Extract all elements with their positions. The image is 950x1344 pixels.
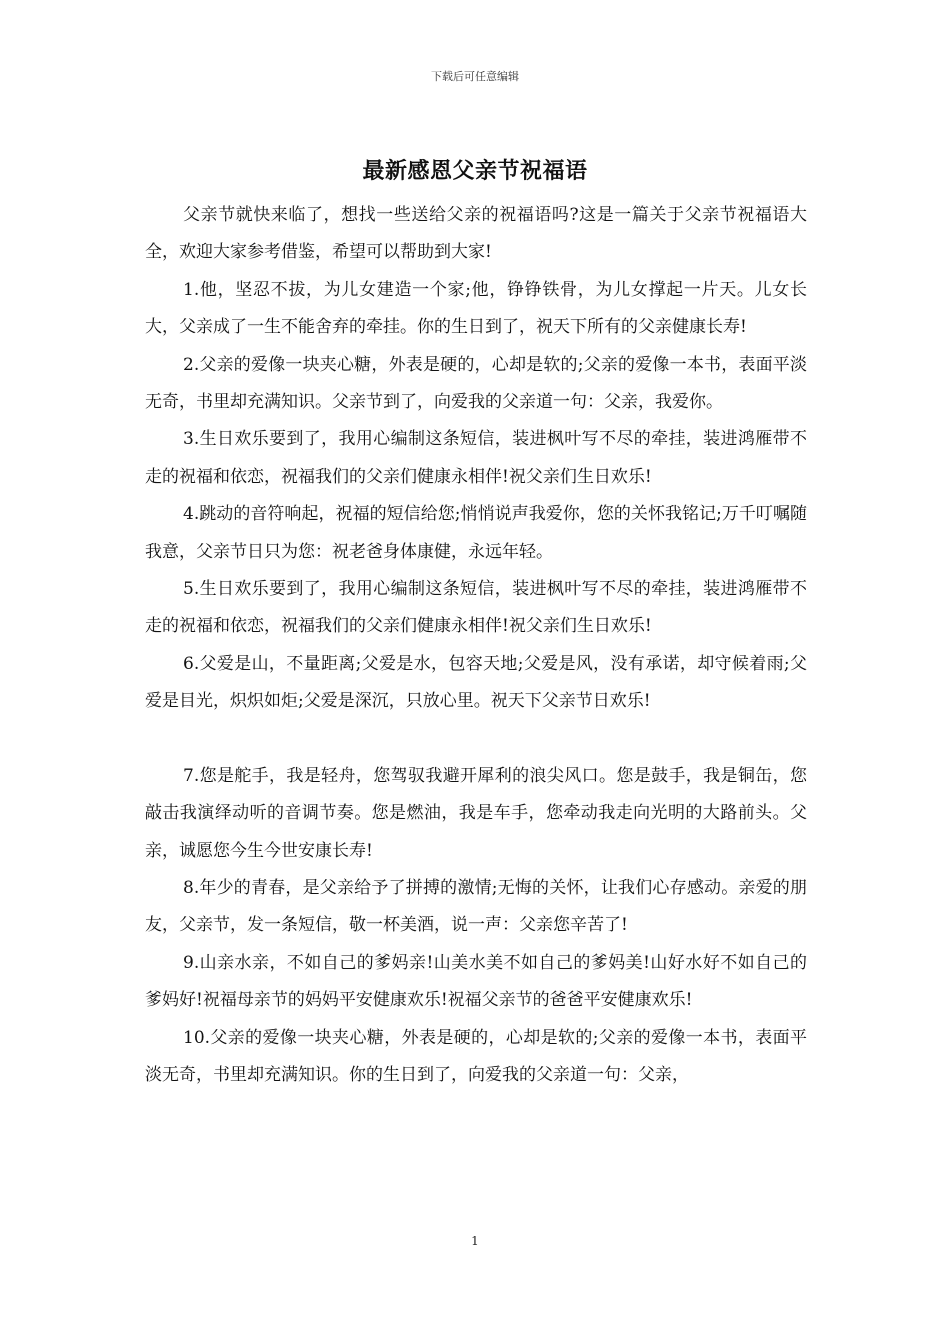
wish-paragraph-10: 10.父亲的爱像一块夹心糖，外表是硬的，心却是软的;父亲的爱像一本书，表面平淡无奇，书里却充满知识。你的生日到了，向爱我的父亲道一句：父亲， [145,1027,807,1085]
wish-paragraph-6: 6.父爱是山，不量距离;父爱是水，包容天地;父爱是风，没有承诺，却守候着雨;父爱是目光，炽炽如炬;父爱是深沉，只放心里。祝天下父亲节日欢乐! [145,653,807,712]
wish-paragraph-3: 3.生日欢乐要到了，我用心编制这条短信，装进枫叶写不尽的牵挂，装进鸿雁带不走的祝福和依恋，祝福我们的父亲们健康永相伴!祝父亲们生日欢乐! [145,429,807,487]
wish-paragraph-1: 1.他，坚忍不拔，为儿女建造一个家;他，铮铮铁骨，为儿女撑起一片天。儿女长大，父亲成了一生不能舍弃的牵挂。你的生日到了，祝天下所有的父亲健康长寿! [145,279,807,338]
page-number: 1 [471,1234,479,1248]
header-note: 下载后可任意编辑 [431,70,519,83]
wish-paragraph-7: 7.您是舵手，我是轻舟，您驾驭我避开犀利的浪尖风口。您是鼓手，我是铜缶，您敲击我演绎动听的音调节奏。您是燃油，我是车手，您牵动我走向光明的大路前头。父亲，诚愿您今生今世安康长寿! [145,765,807,861]
wish-paragraph-8: 8.年少的青春，是父亲给予了拼搏的激情;无悔的关怀，让我们心存感动。亲爱的朋友，父亲节，发一条短信，敬一杯美酒，说一声：父亲您辛苦了! [145,877,807,936]
document-body [145,197,807,1094]
wish-paragraph-2: 2.父亲的爱像一块夹心糖，外表是硬的，心却是软的;父亲的爱像一本书，表面平淡无奇，书里却充满知识。父亲节到了，向爱我的父亲道一句：父亲，我爱你。 [145,354,807,413]
wish-paragraph-9: 9.山亲水亲，不如自己的爹妈亲!山美水美不如自己的爹妈美!山好水好不如自己的爹妈好!祝福母亲节的妈妈平安健康欢乐!祝福父亲节的爸爸平安健康欢乐! [145,952,807,1011]
wish-paragraph-4: 4.跳动的音符响起，祝福的短信给您;悄悄说声我爱你，您的关怀我铭记;万千叮嘱随我意，父亲节日只为您：祝老爸身体康健，永远年轻。 [145,504,807,562]
wish-paragraph-5: 5.生日欢乐要到了，我用心编制这条短信，装进枫叶写不尽的牵挂，装进鸿雁带不走的祝福和依恋，祝福我们的父亲们健康永相伴!祝父亲们生日欢乐! [145,579,807,637]
document-title: 最新感恩父亲节祝福语 [362,159,588,184]
intro-paragraph: 父亲节就快来临了，想找一些送给父亲的祝福语吗?这是一篇关于父亲节祝福语大全，欢迎大家参考借鉴，希望可以帮助到大家! [145,205,807,263]
